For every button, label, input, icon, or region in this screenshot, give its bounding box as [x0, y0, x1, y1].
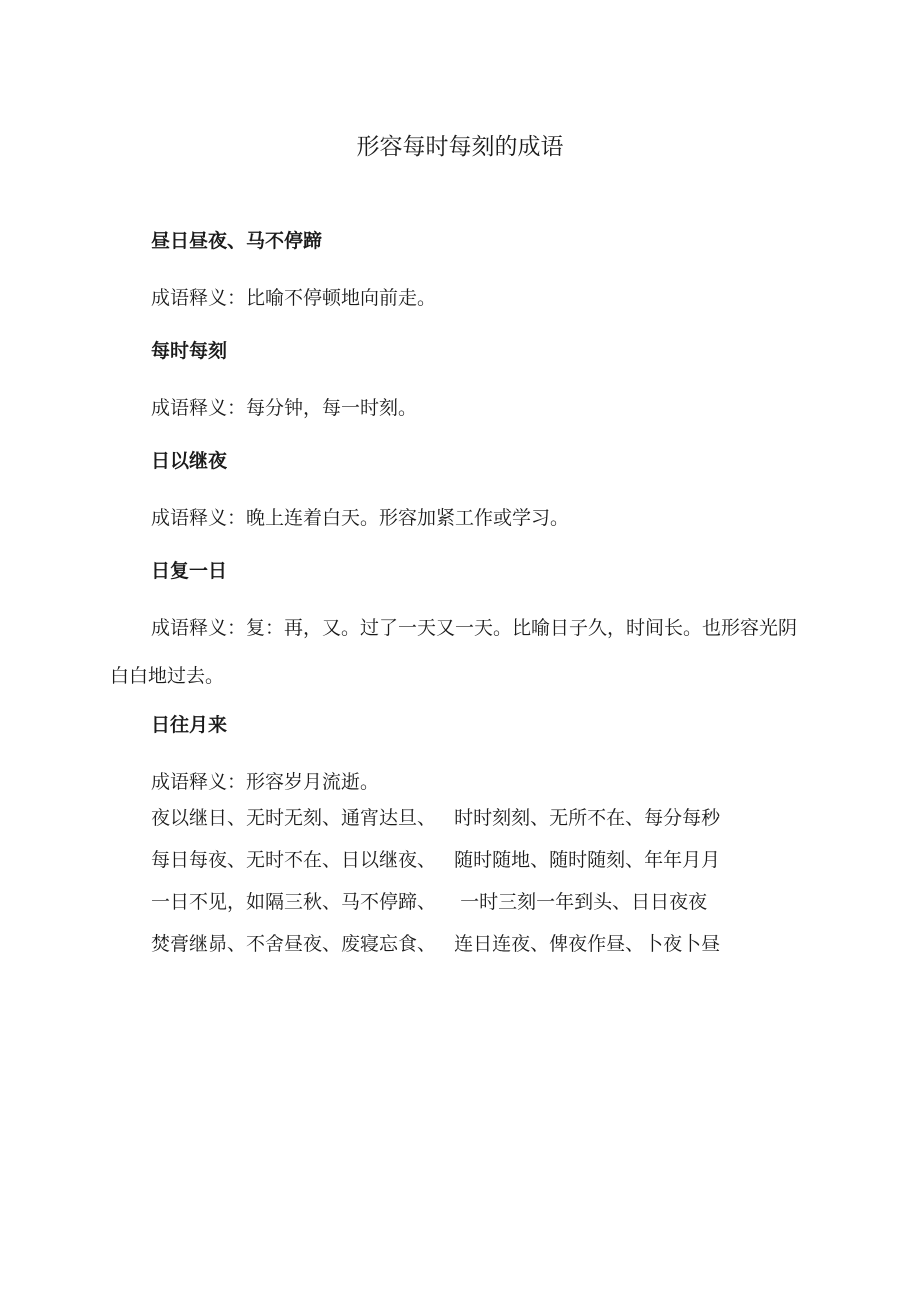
idiom-name: 日以继夜	[151, 450, 228, 472]
idiom-list-line: 夜以继日、无时无刻、通宵达旦、 时时刻刻、无所不在、每分每秒	[151, 807, 721, 829]
idiom-list-line: 焚膏继昴、不舍昼夜、废寝忘食、 连日连夜、俾夜作昼、卜夜卜昼	[151, 933, 721, 955]
idiom-list-line: 每日每夜、无时不在、日以继夜、 随时随地、随时随刻、年年月月	[151, 849, 721, 871]
idiom-name: 昼日昼夜、马不停蹄	[151, 230, 323, 252]
idiom-name: 每时每刻	[151, 340, 228, 362]
idiom-definition: 成语释义：复：再，又。过了一天又一天。比喻日子久，时间长。也形容光阴白白地过去。	[110, 617, 798, 687]
idiom-definition: 成语释义：晚上连着白天。形容加紧工作或学习。	[151, 507, 570, 529]
idiom-entries	[110, 226, 800, 820]
idiom-name: 日往月来	[151, 714, 228, 736]
idiom-list-line: 一日不见，如隔三秋、马不停蹄、 一时三刻一年到头、日日夜夜	[151, 891, 708, 913]
idiom-definition: 成语释义：形容岁月流逝。	[151, 771, 380, 793]
idiom-definition: 成语释义：每分钟，每一时刻。	[151, 397, 418, 419]
idiom-definition: 成语释义：比喻不停顿地向前走。	[151, 287, 437, 309]
idiom-name: 日复一日	[151, 560, 228, 582]
idiom-list	[151, 797, 791, 965]
page-title: 形容每时每刻的成语	[356, 134, 564, 160]
